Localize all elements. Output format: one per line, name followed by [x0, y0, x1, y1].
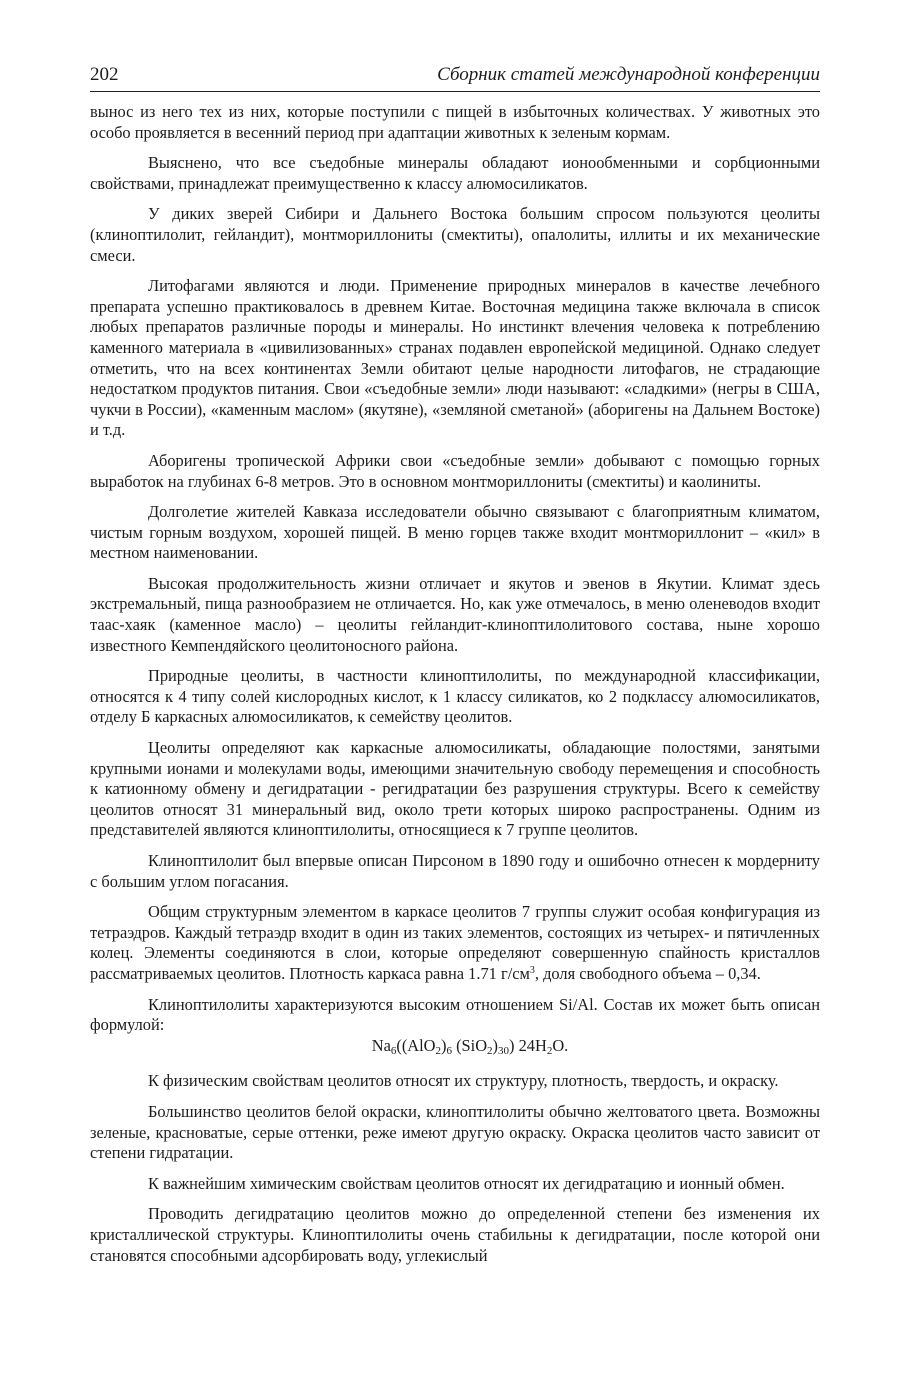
density-text-end: , доля свободного объема – 0,34. [534, 963, 761, 983]
paragraph: Литофагами являются и люди. Применение природных минералов в качестве лечебного препарата успешно практиковалось в древнем Китае. Восточная медицина также включала в список любых препаратов различные породы и минералы. Но инстинкт влечения человека к потреблению каменного материала в «цивилизованных» странах подавлен европейской медициной. Однако следует отметить, что на всех континентах Земли обитают целые народности литофагов, не страдающие недостатком продуктов питания. Свои «съедобные земли» люди называют: «сладкими» (негры в США, чукчи в России), «каменным маслом» (якутяне), «земляной сметаной» (аборигены на Дальнем Востоке) и т.д. [90, 276, 820, 440]
paragraph: Цеолиты определяют как каркасные алюмосиликаты, обладающие полостями, занятыми крупными ионами и молекулами воды, имеющими значительную свободу перемещения и способность к катионному обмену и дегидратации - регидратации без разрушения структуры. Всего к семейству цеолитов относят 31 минеральный вид, около трети которых широко распространены. Одним из представителей являются клиноптилолиты, относящиеся к 7 группе цеолитов. [90, 738, 820, 840]
paragraph: Природные цеолиты, в частности клиноптилолиты, по международной классификации, относятся к 4 типу солей кислородных кислот, к 1 классу силикатов, ко 2 подклассу алюмосиликатов, отделу Б каркасных алюмосиликатов, к семейству цеолитов. [90, 666, 820, 727]
paragraph: К физическим свойствам цеолитов относят их структуру, плотность, твердость, и окраску. [148, 1071, 779, 1091]
paragraph: Выяснено, что все съедобные минералы обладают ионообменными и сорбционными свойствами, принадлежат преимущественно к классу алюмосиликатов. [90, 153, 820, 193]
page-number: 202 [90, 64, 119, 85]
density-text: Общим структурным элементом в каркасе цеолитов 7 группы служит особая конфигурация из тетраэдров. Каждый тетраэдр входит в один из таких элементов, состоящих из четырех- и пятичленных колец. Элементы соединяются в слои, которые определяют совершенную спайность кристаллов рассматриваемых цеолитов. Плотность каркаса равна 1.71 г/см [90, 902, 820, 983]
paragraph: Клиноптилолит был впервые описан Пирсоном в 1890 году и ошибочно отнесен к мордерниту с большим углом погасания. [90, 851, 820, 891]
paragraph-density [90, 902, 820, 984]
paragraph: У диких зверей Сибири и Дальнего Востока большим спросом пользуются цеолиты (клиноптилолит, гейландит), монтмориллониты (смектиты), опалолиты, иллиты и их механические смеси. [90, 204, 820, 265]
paragraph: Аборигены тропической Африки свои «съедобные земли» добывают с помощью горных выработок на глубинах 6-8 метров. Это в основном монтмориллониты (смектиты) и каолиниты. [90, 450, 820, 491]
paragraph: Долголетие жителей Кавказа исследователи обычно связывают с благоприятным климатом, чистым горным воздухом, хорошей пищей. В меню горцев также входит монтмориллонит – «кил» в местном наименовании. [90, 502, 820, 563]
page-header [90, 62, 820, 88]
formula-intro: Клиноптилолиты характеризуются высоким отношением Si/Al. Состав их может быть описан формулой: [90, 994, 820, 1035]
paragraph: Большинство цеолитов белой окраски, клиноптилолиты обычно желтоватого цвета. Возможны зеленые, красноватые, серые оттенки, реже имеют другую окраску. Окраска цеолитов часто зависит от степени гидратации. [90, 1101, 820, 1163]
density-superscript: 3 [529, 964, 535, 976]
chemical-formula: $Na_6((AlO_2)_6$ $(SiO_2)_{30}$) $24H_2O$. [371, 1035, 569, 1057]
document-page [90, 62, 820, 1362]
paragraph: вынос из него тех из них, которые поступили с пищей в избыточных количествах. У животных это особо проявляется в весенний период при адаптации животных к зеленым кормам. [90, 102, 820, 142]
paragraph: К важнейшим химическим свойствам цеолитов относят их дегидратацию и ионный обмен. [148, 1173, 785, 1193]
header-rule [90, 91, 820, 92]
paragraph: Высокая продолжительность жизни отличает и якутов и эвенов в Якутии. Климат здесь экстремальный, пища разнообразием не отличается. Но, как уже отмечалось, в меню оленеводов входит таас-хаяк (каменное масло) – цеолиты гейландит-клиноптилолитового состава, ныне хорошо известного Кемпендяйского цеолитоносного района. [90, 573, 820, 655]
body-text [90, 102, 820, 1266]
running-title: Сборник статей международной конференции [437, 64, 820, 85]
paragraph: Проводить дегидратацию цеолитов можно до определенной степени без изменения их кристаллической структуры. Клиноптилолиты очень стабильны к дегидратации, после которой они становятся способными адсорбировать воду, углекислый [90, 1204, 820, 1265]
